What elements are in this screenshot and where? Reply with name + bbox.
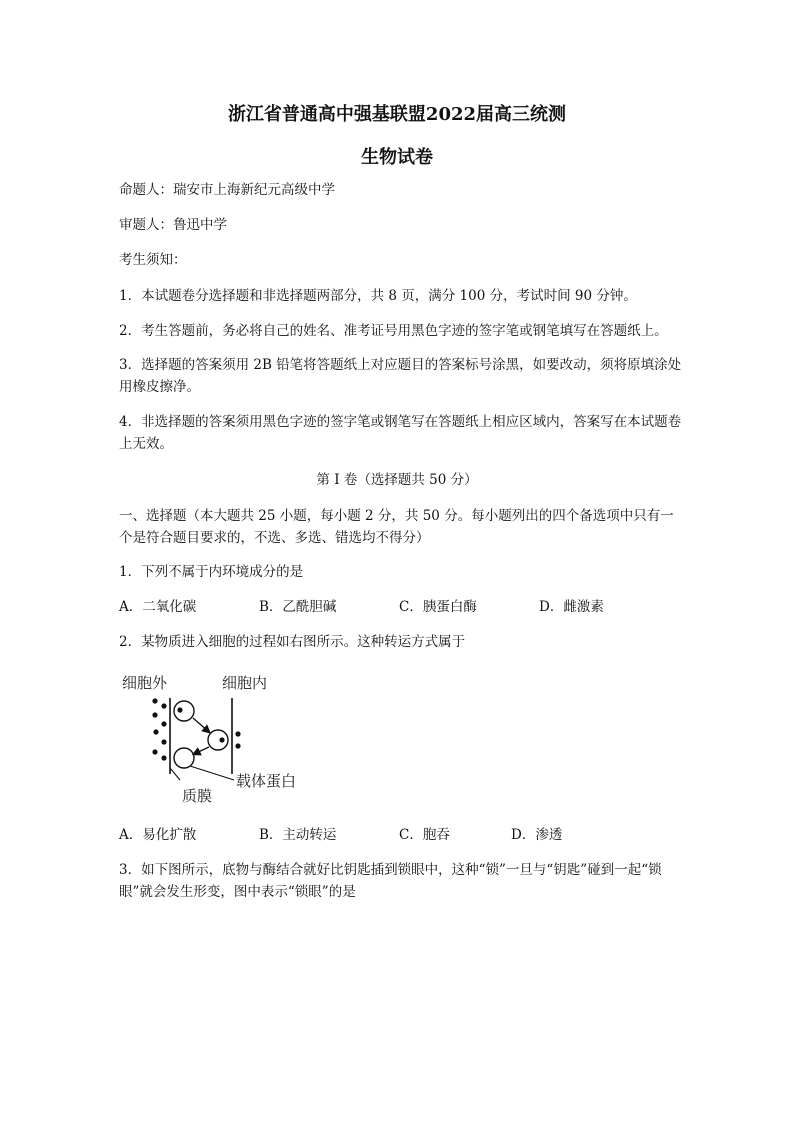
notice-item: 3．选择题的答案须用 2B 铅笔将答题纸上对应题目的答案标号涂黑，如要改动，须将原填涂处用橡皮擦净。 (119, 357, 682, 395)
exam-title: 浙江省普通高中强基联盟2022届高三统测 (227, 104, 567, 125)
carrier-label: 载体蛋白 (236, 772, 297, 790)
reviewer-line: 审题人：鲁迅中学 (119, 217, 227, 233)
membrane-transport-diagram (118, 668, 338, 808)
option-b: B．主动转运 (259, 827, 337, 843)
inside-label: 细胞内 (222, 674, 268, 692)
carrier-leader-line (190, 766, 234, 780)
outside-label: 细胞外 (122, 674, 168, 692)
bound-molecule (177, 707, 182, 712)
option-d: D．雌激素 (539, 599, 604, 615)
membrane-leader-line (170, 768, 180, 780)
notice-item: 2．考生答题前，务必将自己的姓名、准考证号用黑色字迹的签字笔或钢笔填写在答题纸上。 (119, 323, 668, 339)
option-a: A．二氧化碳 (119, 599, 197, 615)
option-c: C．胰蛋白酶 (399, 599, 477, 615)
outside-molecules (152, 698, 166, 760)
arrow-icon (193, 718, 209, 732)
membrane-label: 质膜 (182, 787, 213, 805)
option-c: C．胞吞 (399, 827, 450, 843)
author-line: 命题人：瑞安市上海新纪元高级中学 (119, 182, 335, 198)
option-b: B．乙酰胆碱 (259, 599, 337, 615)
notice-item: 1．本试题卷分选择题和非选择题两部分，共 8 页，满分 100 分，考试时间 90 分钟。 (119, 288, 637, 304)
section-instructions: 一、选择题（本大题共 25 小题，每小题 2 分，共 50 分。每小题列出的四个备选项中只有一个是符合题目要求的，不选、多选、错选均不得分） (119, 508, 674, 546)
option-d: D．渗透 (511, 827, 563, 843)
carrier-protein-middle (208, 730, 228, 750)
bound-molecule (219, 737, 224, 742)
question-stem: 1．下列不属于内环境成分的是 (119, 564, 304, 580)
section-title: 第 I 卷（选择题共 50 分） (316, 472, 478, 488)
question-stem: 2．某物质进入细胞的过程如右图所示。这种转运方式属于 (119, 634, 466, 650)
notice-heading: 考生须知： (119, 252, 187, 268)
carrier-protein-top (174, 701, 194, 721)
exam-subtitle: 生物试卷 (361, 147, 433, 168)
carrier-protein-bottom (174, 748, 194, 768)
question-stem: 3．如下图所示，底物与酶结合就好比钥匙插到锁眼中，这种“锁”一旦与“钥匙”碰到一起“锁眼”就会发生形变，图中表示“锁眼”的是 (119, 862, 662, 900)
arrow-icon (194, 747, 209, 754)
inside-molecules (235, 731, 240, 748)
option-a: A．易化扩散 (119, 827, 197, 843)
notice-item: 4．非选择题的答案须用黑色字迹的签字笔或钢笔写在答题纸上相应区域内，答案写在本试题卷上无效。 (119, 414, 682, 452)
